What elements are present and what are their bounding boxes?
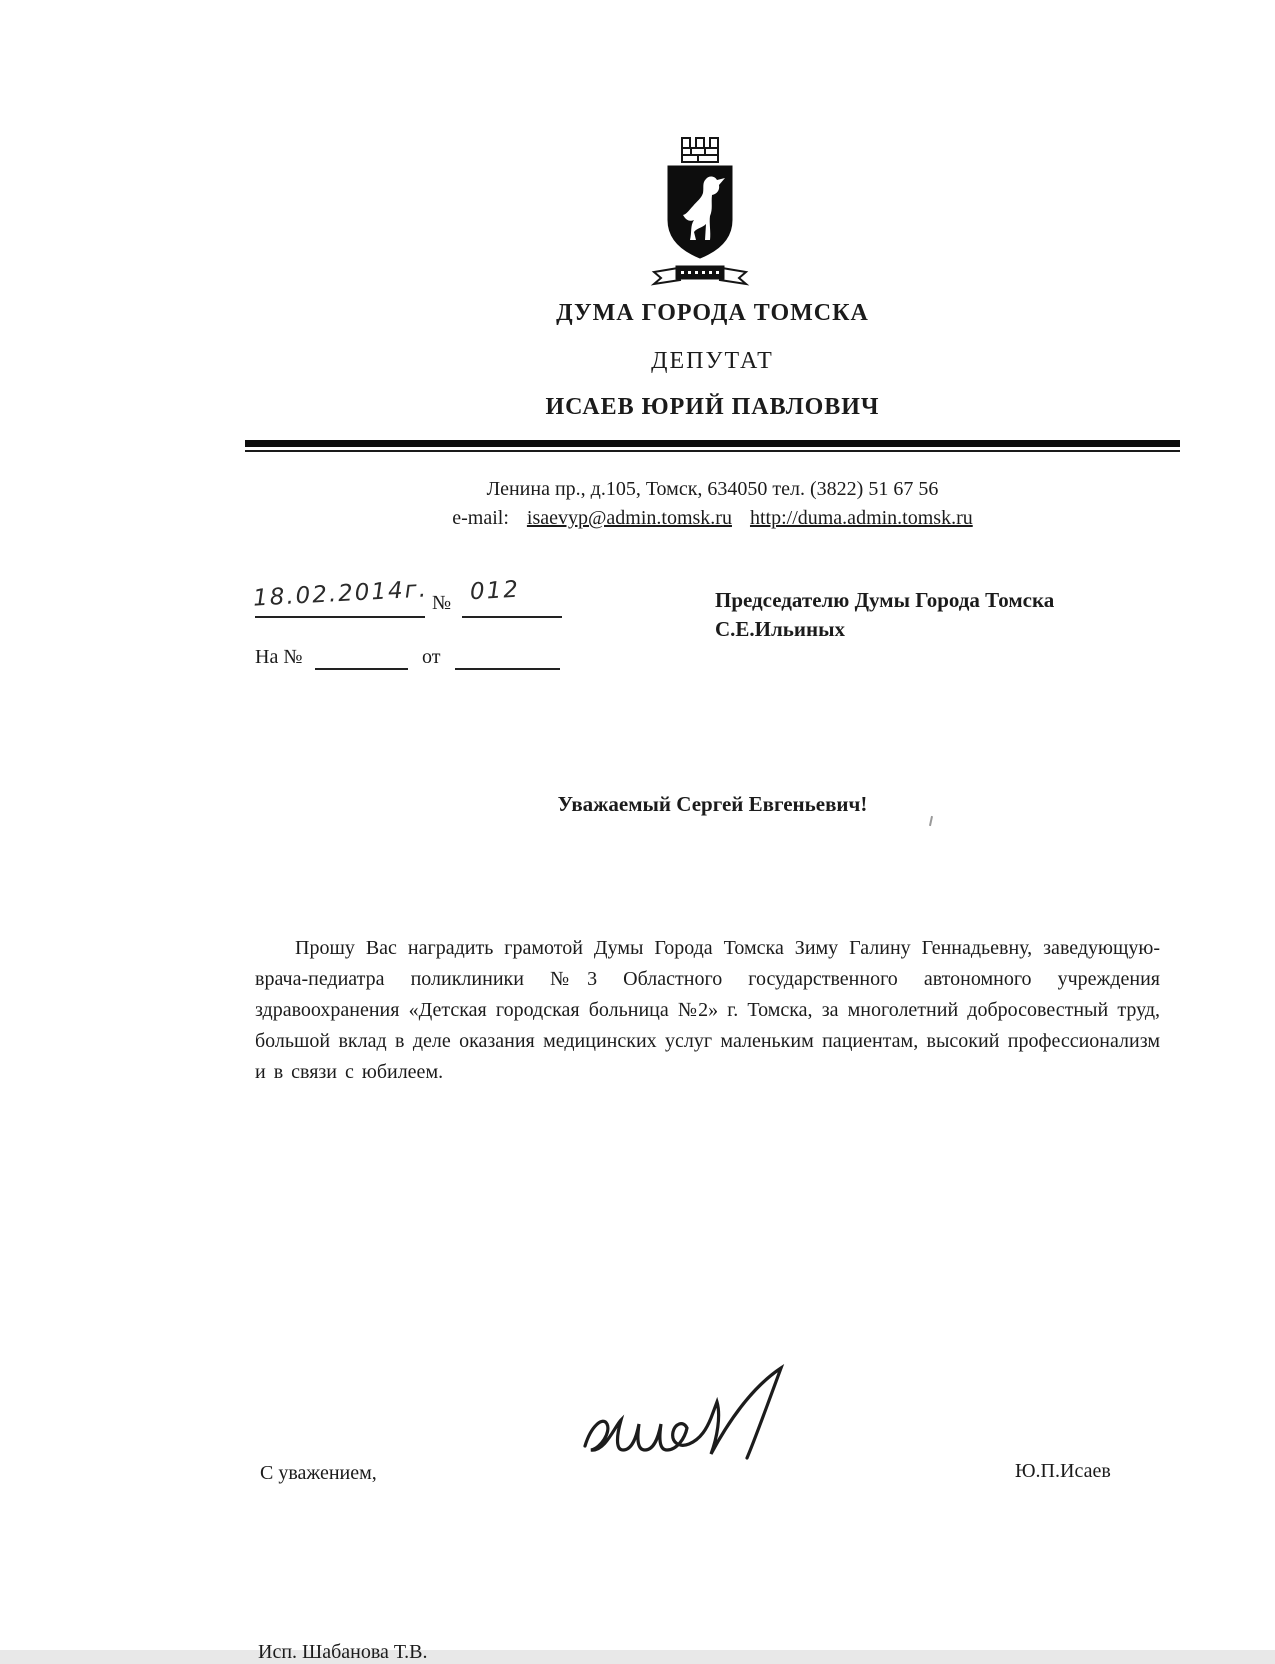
incoming-number-underline: [315, 644, 408, 670]
tomsk-coat-of-arms-icon: [648, 136, 752, 290]
salutation: Уважаемый Сергей Евгеньевич!: [557, 792, 868, 816]
website-link-text: http://duma.admin.tomsk.ru: [749, 507, 973, 529]
ribbon-icon: [654, 266, 746, 284]
incoming-number-label: На №: [255, 646, 303, 668]
deputy-name: ИСАЕВ ЮРИЙ ПАВЛОВИЧ: [545, 394, 880, 420]
recipient-line2: С.Е.Ильиных: [715, 617, 845, 641]
letterhead-rule-echo: [245, 450, 1180, 452]
letter-body: Прошу Вас наградить грамотой Думы Города Томска Зиму Галину Геннадьевну, заведующую-врача-педиатра поликлиники №3 Областного государственного автономного учреждения здравоохранения «Детская городская больница №2» г. Томска, за многолетний добросовестный труд, большой вклад в деле оказания медицинских услуг маленьким пациентам, высокий профессионализм и в связи с юбилеем.: [255, 937, 1160, 1083]
signer-name: Ю.П.Исаев: [1015, 1460, 1111, 1482]
address-line: Ленина пр., д.105, Томск, 634050 тел. (3822) 51 67 56: [486, 478, 939, 500]
handwritten-signature: [575, 1362, 825, 1477]
contact-line: [245, 507, 1180, 530]
incoming-date-label: от: [422, 646, 441, 668]
scan-artifact-mark: [929, 816, 933, 826]
deputy-role-title: ДЕПУТАТ: [651, 348, 774, 374]
org-title: ДУМА ГОРОДА ТОМСКА: [556, 300, 869, 326]
recipient-block: [715, 586, 1165, 644]
crown-icon: [682, 138, 718, 162]
number-label: №: [432, 592, 452, 614]
handwritten-number: 012: [469, 576, 521, 606]
email-link-text: isaevyp@admin.tomsk.ru: [526, 507, 732, 529]
executor-line: Исп. Шабанова Т.В.: [258, 1641, 428, 1663]
email-label: e-mail:: [452, 507, 509, 529]
handwritten-date: 18.02.2014г.: [252, 576, 429, 612]
closing-phrase: С уважением,: [260, 1462, 377, 1484]
recipient-line1: Председателю Думы Города Томска: [715, 588, 1055, 612]
incoming-date-underline: [455, 644, 560, 670]
letterhead-rule: [245, 440, 1180, 447]
